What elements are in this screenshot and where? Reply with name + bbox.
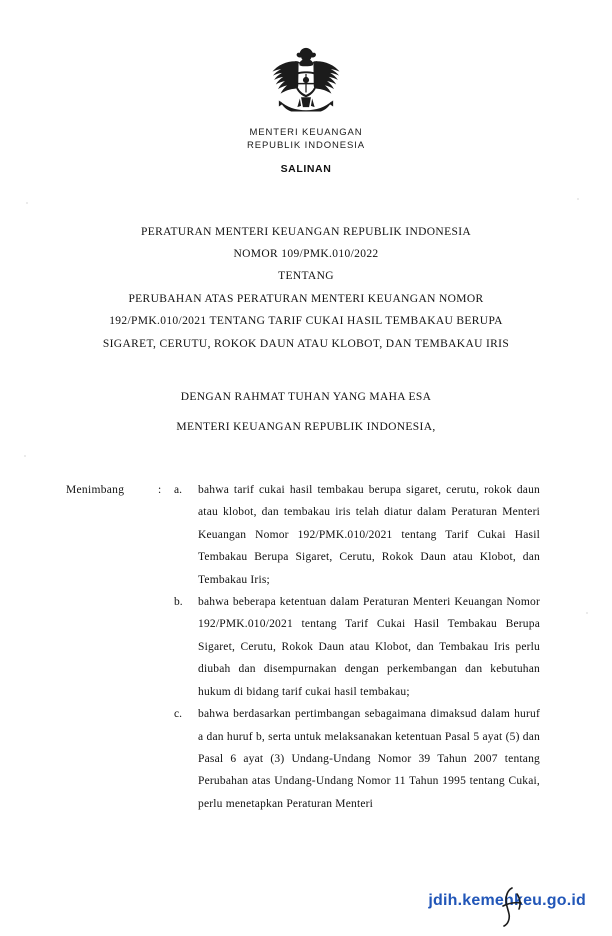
ministry-heading	[0, 127, 612, 153]
scan-speck	[24, 455, 26, 457]
considering-label: Menimbang	[66, 483, 125, 496]
subtitle-line-2: MENTERI KEUANGAN REPUBLIK INDONESIA,	[176, 421, 436, 434]
document-title	[0, 221, 612, 356]
considering-item-b	[66, 591, 540, 703]
considering-marker-b: b.	[174, 596, 183, 609]
considering-text-b: bahwa beberapa ketentuan dalam Peraturan Menteri Keuangan Nomor 192/PMK.010/2021 tentang Tarif Cukai Hasil Tembakau Berupa Sigaret, Cerutu, Rokok Daun atau Klobot, dan Tembakau Iris perlu diubah dan disempurnakan dengan perkembangan dan kebutuhan hukum di bidang tarif cukai hasil tembakau;	[198, 596, 540, 698]
title-line-5: 192/PMK.010/2021 TENTANG TARIF CUKAI HASIL TEMBAKAU BERUPA	[109, 315, 503, 328]
title-line-6: SIGARET, CERUTU, ROKOK DAUN ATAU KLOBOT, DAN TEMBAKAU IRIS	[102, 337, 510, 350]
title-line-2: NOMOR 109/PMK.010/2022	[233, 248, 379, 261]
considering-item-a	[66, 479, 540, 591]
scan-speck	[26, 202, 28, 204]
considering-section	[0, 479, 612, 815]
garuda-pancasila-emblem-icon	[269, 44, 343, 116]
title-line-4: PERUBAHAN ATAS PERATURAN MENTERI KEUANGAN NOMOR	[128, 292, 484, 305]
considering-colon: :	[158, 483, 162, 496]
considering-item-c	[66, 703, 540, 815]
considering-marker-c: c.	[174, 708, 182, 721]
subtitle-line-1: DENGAN RAHMAT TUHAN YANG MAHA ESA	[180, 391, 432, 404]
considering-text-a: bahwa tarif cukai hasil tembakau berupa sigaret, cerutu, rokok daun atau klobot, dan tembakau iris telah diatur dalam Peraturan Menteri Keuangan Nomor 192/PMK.010/2021 tentang Tarif Cukai Hasil Tembakau Berupa Sigaret, Cerutu, Rokok Daun atau Klobot, dan Tembakau Iris;	[198, 483, 540, 586]
ministry-line-1: MENTERI KEUANGAN	[249, 127, 363, 138]
watermark-text: jdih.kemenkeu.go.id	[428, 892, 586, 909]
scan-speck	[586, 612, 588, 614]
considering-text-c: bahwa berdasarkan pertimbangan sebagaimana dimaksud dalam huruf a dan huruf b, serta untuk melaksanakan ketentuan Pasal 5 ayat (5) dan Pasal 6 ayat (3) Undang-Undang Nomor 39 Tahun 2007 tentang Perubahan atas Undang-Undang Nomor 11 Tahun 1995 tentang Cukai, perlu menetapkan Peraturan Menteri	[198, 708, 540, 810]
copy-label: SALINAN	[280, 162, 332, 175]
ministry-line-2: REPUBLIK INDONESIA	[246, 139, 366, 151]
document-subtitle	[0, 383, 612, 443]
considering-marker-a: a.	[174, 483, 182, 496]
title-line-3: TENTANG	[278, 270, 334, 283]
title-line-1: PERATURAN MENTERI KEUANGAN REPUBLIK INDONESIA	[140, 225, 472, 238]
scan-speck	[577, 198, 579, 200]
emblem-container	[0, 0, 612, 121]
